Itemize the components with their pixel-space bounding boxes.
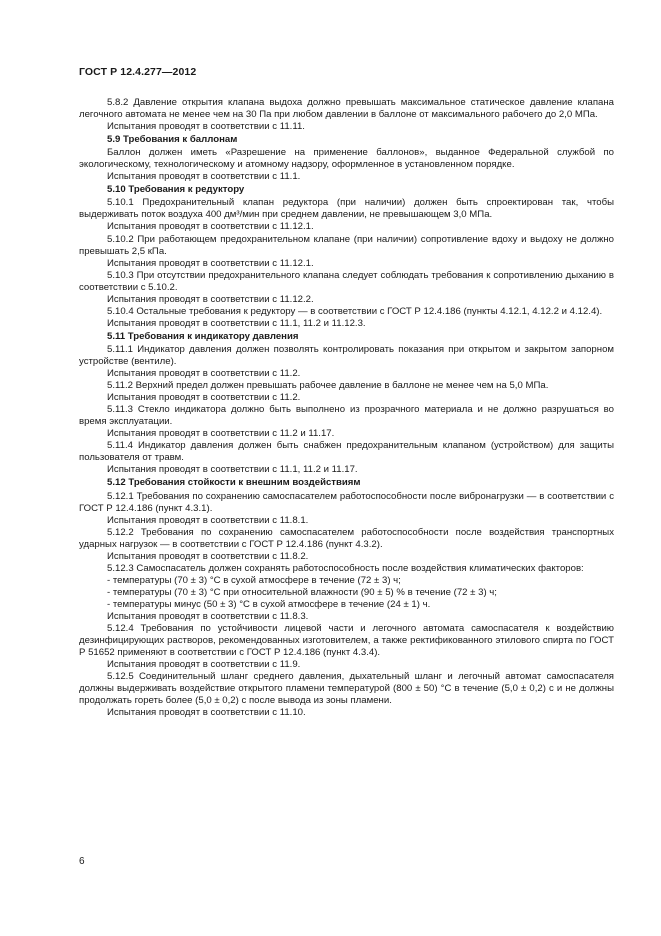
section-heading-5-9: 5.9 Требования к баллонам <box>107 134 238 146</box>
test-reference: Испытания проводят в соответствии с 11.8.2. <box>107 550 309 562</box>
test-reference: Испытания проводят в соответствии с 11.8.1. <box>107 514 309 526</box>
document-body <box>79 97 614 719</box>
test-reference: Испытания проводят в соответствии с 11.8.3. <box>107 610 309 622</box>
section-heading-5-11: 5.11 Требования к индикатору давления <box>107 330 299 342</box>
test-reference: Испытания проводят в соответствии с 11.2 и 11.17. <box>107 428 335 440</box>
clause-5-12-3: 5.12.3 Самоспасатель должен сохранять работоспособность после воздействия климатических факторов: <box>107 562 584 574</box>
clause-5-12-1: 5.12.1 Требования по сохранению самоспасателем работоспособности после вибронагрузки — в соответствии с ГОСТ Р 12.4.186 (пункт 4.3.1). <box>79 490 614 514</box>
clause-5-10-1: 5.10.1 Предохранительный клапан редуктора (при наличии) должен быть спроектирован так, чтобы выдерживать поток воздуха 400 дм³/мин при среднем давлении, не превышающем 3,0 МПа. <box>79 197 614 221</box>
test-reference: Испытания проводят в соответствии с 11.10. <box>107 707 306 719</box>
test-reference: Испытания проводят в соответствии с 11.12.1. <box>107 257 314 269</box>
clause-5-11-1: 5.11.1 Индикатор давления должен позволять контролировать показания при открытом и закрытом запорном устройстве (вентиле). <box>79 343 614 367</box>
clause-5-10-2: 5.10.2 При работающем предохранительном клапане (при наличии) сопротивление вдоху и выдоху не должно превышать 2,5 кПа. <box>79 233 614 257</box>
test-reference: Испытания проводят в соответствии с 11.12.1. <box>107 221 314 233</box>
section-heading-5-12: 5.12 Требования стойкости к внешним воздействиям <box>107 477 361 489</box>
clause-5-12-2: 5.12.2 Требования по сохранению самоспасателем работоспособности после воздействия транспортных ударных нагрузок — в соответствии с ГОСТ Р 12.4.186 (пункт 4.3.2). <box>79 526 614 550</box>
clause-5-10-3: 5.10.3 При отсутствии предохранительного клапана следует соблюдать требования к сопротивлению дыханию в соответствии с 5.10.2. <box>79 269 614 293</box>
list-item: - температуры (70 ± 3) °С при относительной влажности (90 ± 5) % в течение (72 ± 3) ч; <box>107 586 497 598</box>
test-reference: Испытания проводят в соответствии с 11.11. <box>107 121 305 133</box>
test-reference: Испытания проводят в соответствии с 11.1, 11.2 и 11.12.3. <box>107 317 366 329</box>
clause-5-12-4: 5.12.4 Требования по устойчивости лицевой части и легочного автомата самоспасателя к воздействию дезинфицирующих растворов, рекомендованных изготовителем, а также ректификованного этилового спирта по ГОСТ Р 51652 применяют в соответствии с ГОСТ Р 12.4.186 (пункт 4.3.4). <box>79 623 614 659</box>
clause-5-11-4: 5.11.4 Индикатор давления должен быть снабжен предохранительным клапаном (устройством) для защиты пользователя от травм. <box>79 440 614 464</box>
list-item: - температуры минус (50 ± 3) °С в сухой атмосфере в течение (24 ± 1) ч. <box>107 598 431 610</box>
clause-5-11-3: 5.11.3 Стекло индикатора должно быть выполнено из прозрачного материала и не должно разрушаться во время эксплуатации. <box>79 404 614 428</box>
section-heading-5-10: 5.10 Требования к редуктору <box>107 184 245 196</box>
test-reference: Испытания проводят в соответствии с 11.2. <box>107 392 301 404</box>
clause-5-8-2: 5.8.2 Давление открытия клапана выдоха должно превышать максимальное статическое давление клапана легочного автомата не менее чем на 30 Па при любом давлении в баллоне от максимального рабочего до 2,0 МПа. <box>79 97 614 121</box>
clause-5-11-2: 5.11.2 Верхний предел должен превышать рабочее давление в баллоне не менее чем на 5,0 МПа. <box>107 380 549 392</box>
test-reference: Испытания проводят в соответствии с 11.1, 11.2 и 11.17. <box>107 464 358 476</box>
test-reference: Испытания проводят в соответствии с 11.12.2. <box>107 293 314 305</box>
test-reference: Испытания проводят в соответствии с 11.2. <box>107 368 301 380</box>
test-reference: Испытания проводят в соответствии с 11.1. <box>107 171 301 183</box>
clause-5-9: Баллон должен иметь «Разрешение на применение баллонов», выданное Федеральной службой по экологическому, технологическому и атомному надзору, оформленное в установленном порядке. <box>79 147 614 171</box>
document-header: ГОСТ Р 12.4.277—2012 <box>79 66 197 78</box>
list-item: - температуры (70 ± 3) °С в сухой атмосфере в течение (72 ± 3) ч; <box>107 574 401 586</box>
test-reference: Испытания проводят в соответствии с 11.9. <box>107 659 301 671</box>
clause-5-10-4: 5.10.4 Остальные требования к редуктору — в соответствии с ГОСТ Р 12.4.186 (пункты 4.12.1, 4.12.2 и 4.12.4). <box>107 305 603 317</box>
clause-5-12-5: 5.12.5 Соединительный шланг среднего давления, дыхательный шланг и легочный автомат самоспасателя должны выдерживать воздействие открытого пламени температурой (800 ± 50) °С в течение (5,0 ± 0,2) с и не должны продолжать гореть более (5,0 ± 0,2) с после вывода из зоны пламени. <box>79 671 614 707</box>
page-number: 6 <box>79 856 85 867</box>
